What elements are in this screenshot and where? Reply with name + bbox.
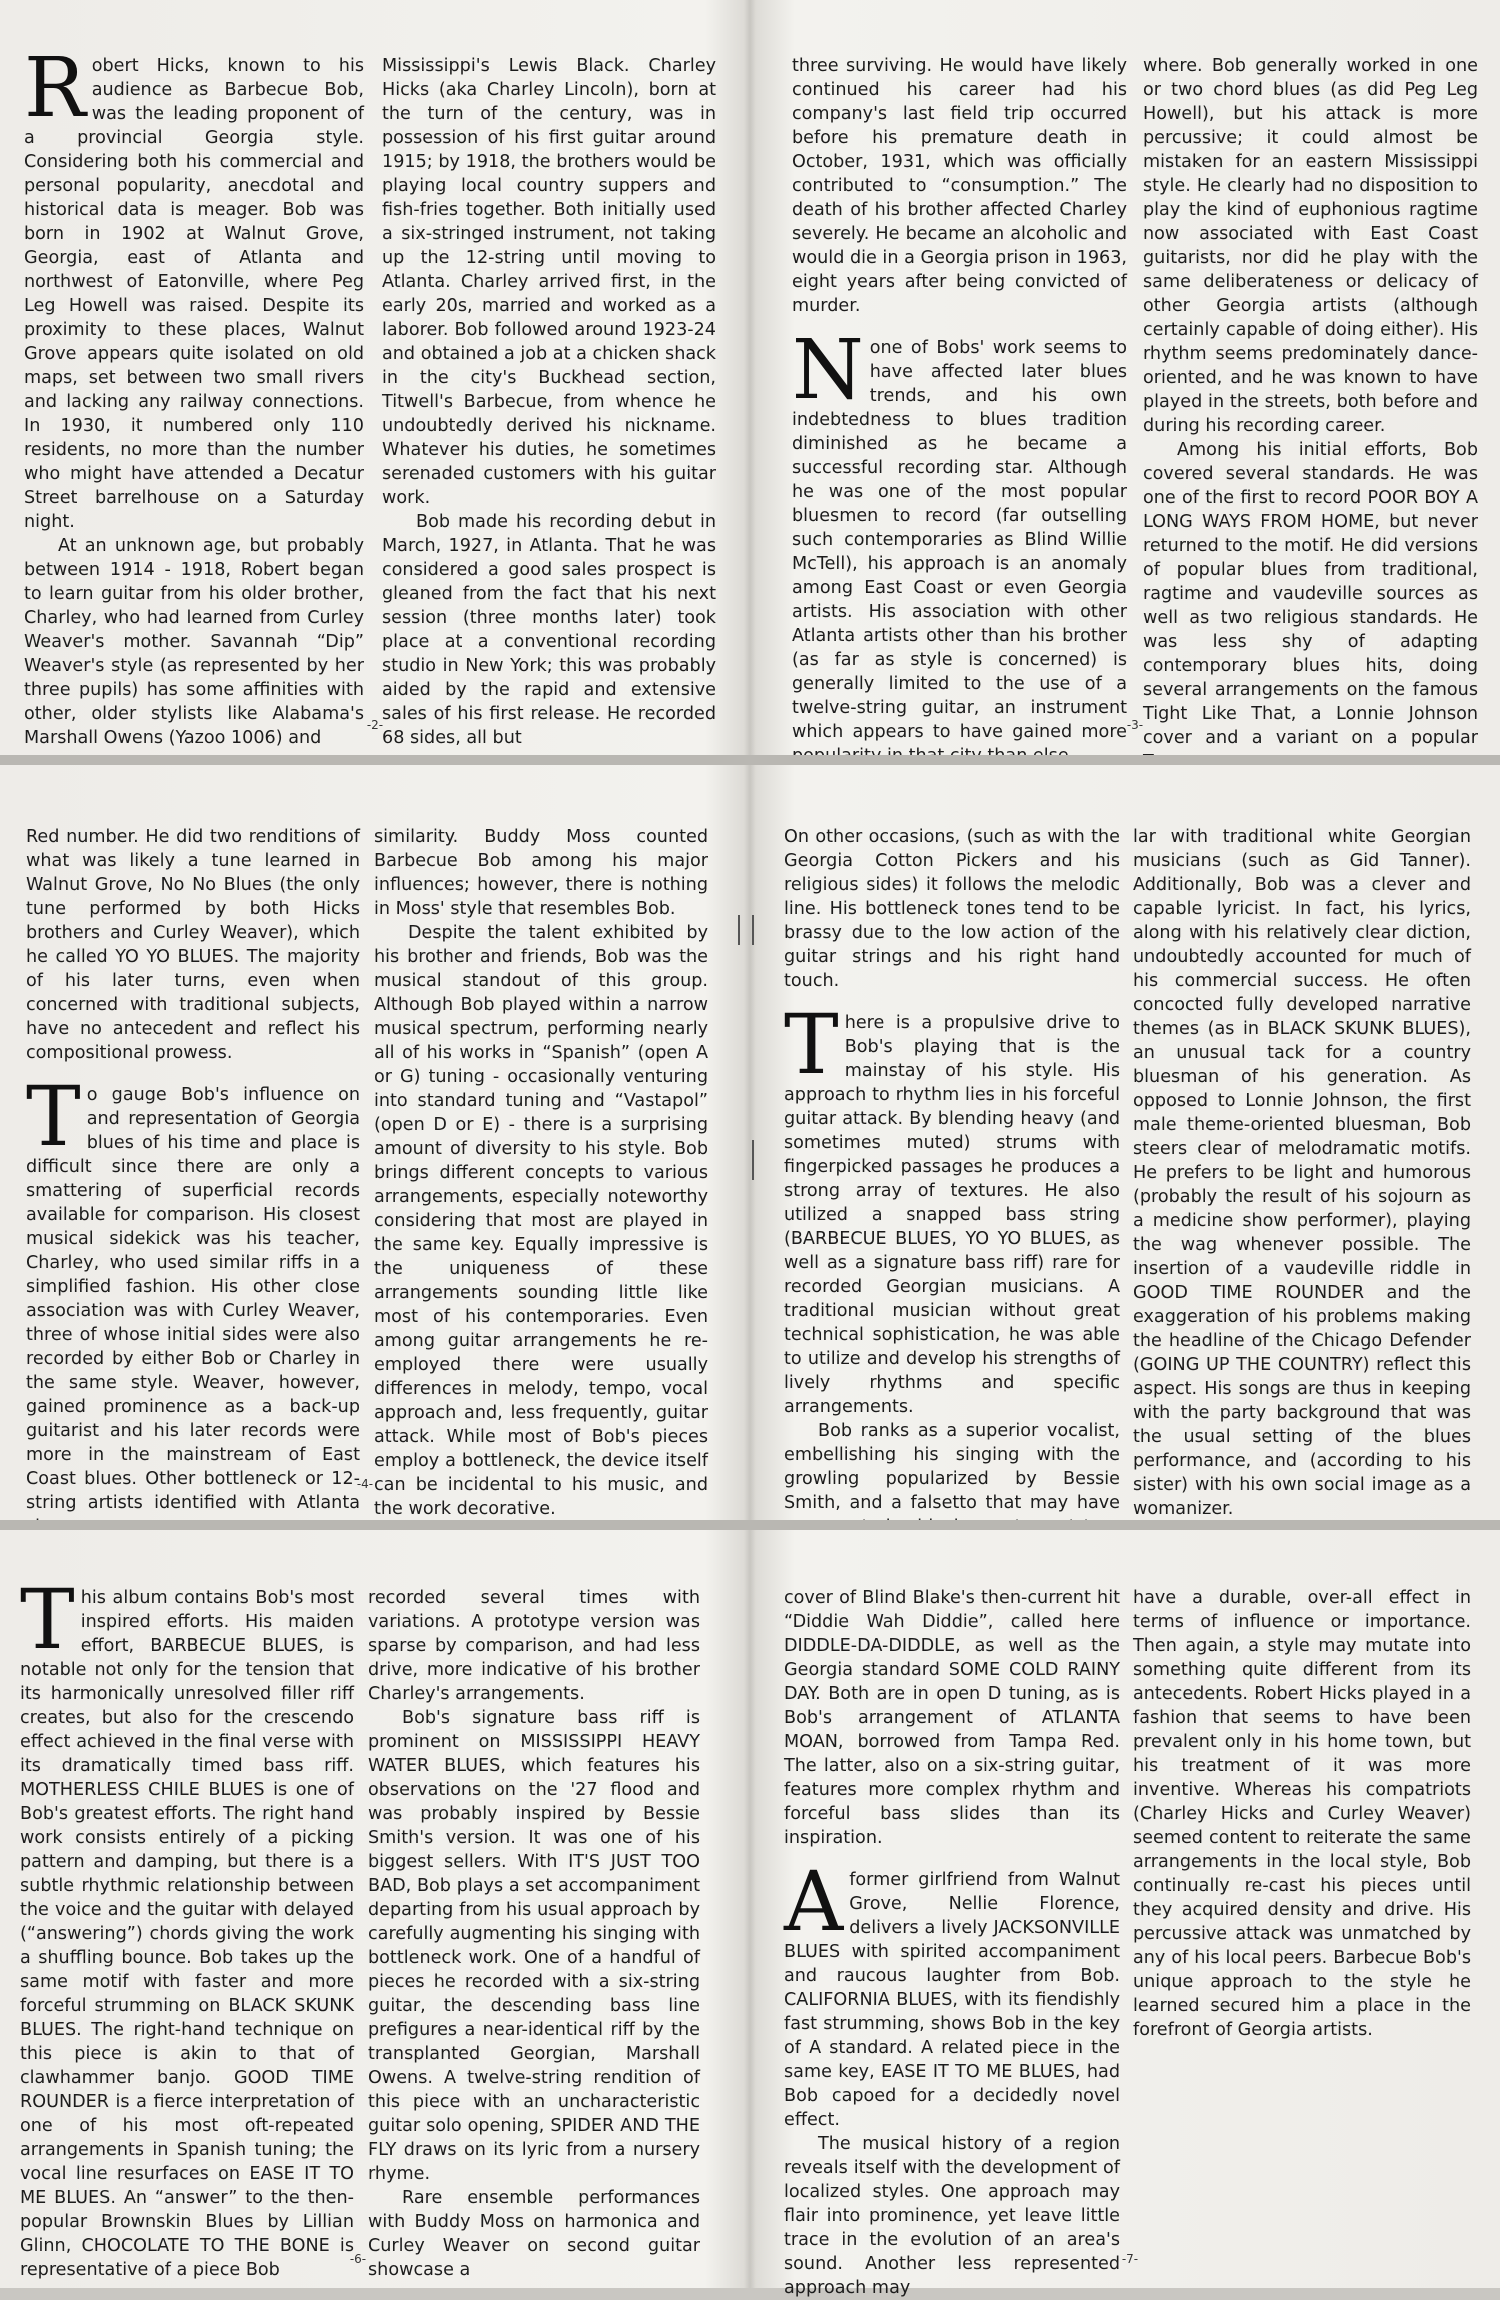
- paragraph: To gauge Bob's influence on and representation of Georgia blues of his time and place is difficult since there are only a smattering of superficial records available for comparison. His closest musical sidekick was his teacher, Charley, who used similar riffs in a simplified fashion. His other close association was with Curley Weaver, three of whose initial sides were also recorded by either Bob or Charley in the same style. Weaver, however, gained prominence as a back-up guitarist and his later records were more in the mainstream of East Coast blues. Other bottleneck or 12-string artists identified with Atlanta: [26, 1070, 360, 1513]
- page-5: [750, 765, 1500, 1520]
- page-6-column-2: [368, 1586, 700, 2282]
- page-2-column-1: [24, 41, 364, 750]
- page-3: [750, 0, 1500, 755]
- page-4: [0, 765, 750, 1520]
- page-number: -4-: [356, 1477, 374, 1491]
- page-6: [0, 1530, 750, 2288]
- booklet-spread-2: [0, 765, 1500, 1520]
- paragraph: Bob ranks as a superior vocalist, embellishing his singing with the growling popularized by Bessie Smith, and a falsetto that may have: [784, 1421, 1120, 1513]
- page-7: [750, 1530, 1500, 2298]
- page-5-column-2: [1133, 825, 1471, 1521]
- paragraph: Robert Hicks, known to his audience as Barbecue Bob, was the leading proponent of a provincial Georgia style. Considering both his commercial and personal popularity, anecdotal and historical data is meager. Bob was born in 1902 at Walnut Grove, Georgia, east of Atlanta and northwest of Eatonville, where Peg Leg Howell was raised. Despite its proximity to these places, Walnut Grove appears quite isolated on old maps, set between two small rivers and lacking any railway connections. In 1930, it numbered only 110 residents, no more than the number who might have attended a Decatur Street barrelhouse on a Saturday night.: [24, 41, 364, 532]
- margin-mark: [738, 915, 740, 945]
- paragraph: Bob's signature bass riff is prominent on MISSISSIPPI HEAVY WATER BLUES, which features his observations on the '27 flood and was probably inspired by Bessie Smith's version. It was one of his biggest sellers. With IT'S JUST TOO BAD, Bob plays a set accompaniment departing from his usual approach by carefully augmenting his singing with bottleneck work. One of a handful of pieces he recorded with a six-string guitar, the descending bass line prefigures a near-identical riff by the transplanted Georgian, Marshall Owens. A twelve-string rendition of this piece with an uncharacteristic guitar solo opening, SPIDER AND THE FLY draws on its lyric from a nursery rhyme.: [368, 1708, 700, 2184]
- page-2: [0, 0, 750, 755]
- page-number: -7-: [1121, 2252, 1139, 2266]
- drop-cap: T: [784, 998, 839, 1093]
- page-3-column-1: [792, 54, 1127, 768]
- drop-cap: R: [24, 41, 86, 136]
- page-6-column-1: [20, 1573, 354, 2282]
- paragraph: Aformer girlfriend from Walnut Grove, Nellie Florence, delivers a lively JACKSONVILLE BLUES with spirited accompaniment and raucous laughter from Bob. CALIFORNIA BLUES, with its fiendishly fast strumming, shows Bob in the key of A standard. A related piece in the same key, EASE IT TO ME BLUES, had Bob capoed for a decidedly novel effect.: [784, 1855, 1120, 2130]
- paragraph: Rare ensemble performances with Buddy Moss on harmonica and Curley Weaver on second guitar showcase a: [368, 2188, 700, 2280]
- paragraph: cover of Blind Blake's then-current hit “Diddie Wah Diddie”, called here DIDDLE-DA-DIDDLE, as well as the Georgia standard SOME COLD RAINY DAY. Both are in open D tuning, as is Bob's arrangement of ATLANTA MOAN, borrowed from Tampa Red. The latter, also on a six-string guitar, features more complex rhythm and forceful bass slides than its inspiration.: [784, 1588, 1120, 1848]
- paragraph: Red number. He did two renditions of what was likely a tune learned in Walnut Grove, No No Blues (the only tune performed by both Hicks brothers and Curley Weaver), which he called YO YO BLUES. The majority of his later turns, even when concerned with traditional subjects, have no antecedent and reflect his compositional prowess.: [26, 827, 360, 1063]
- drop-cap: A: [784, 1855, 844, 1950]
- paragraph: Mississippi's Lewis Black. Charley Hicks (aka Charley Lincoln), born at the turn of the century, was in possession of his first guitar around 1915; by 1918, the brothers would be playing local country suppers and fish-fries together. Both initially used a six-stringed instrument, not taking up the 12-string until moving to Atlanta. Charley arrived first, in the early 20s, married and worked as a laborer. Bob followed around 1923-24 and obtained a job at a chicken shack in the city's Buckhead section, Titwell's Barbecue, from whence he undoubtedly derived his nickname. Whatever his duties, he sometimes serenaded customers with his guitar work.: [382, 56, 716, 508]
- paragraph: where. Bob generally worked in one or two chord blues (as did Peg Leg Howell), but his attack is more percussive; it could almost be mistaken for an eastern Mississippi style. He clearly had no disposition to play the kind of euphonious ragtime now associated with East Coast guitarists, nor did he play with the same deliberateness or delicacy of other Georgia artists (although certainly capable of doing either). His rhythm seems predominately dance-oriented, and he was known to have played in the streets, both before and during his recording career.: [1143, 56, 1478, 436]
- page-4-column-1: [26, 825, 360, 1539]
- paragraph: lar with traditional white Georgian musicians (such as Gid Tanner). Additionally, Bob was a clever and capable lyricist. In fact, his lyrics, along with his relatively clear diction, undoubtedly accounted for much of his commercial success. He often concocted fully developed narrative themes (as in BLACK SKUNK BLUES), an unusual tack for a country bluesman of his generation. As opposed to Lonnie Johnson, the first male theme-oriented bluesman, Bob steers clear of melodramatic motifs. He prefers to be light and humorous (probably the result of his sojourn as a medicine show performer), playing the wag whenever possible. The insertion of a vaudeville riddle in GOOD TIME ROUNDER and the exaggeration of his problems making the headline of the Chicago Defender (GOING UP THE COUNTRY) reflect this aspect. His songs are thus in keeping with the party background that was the usual setting of the blues performance, and (according to his sister) with his own social image as a womanizer.: [1133, 827, 1471, 1519]
- margin-mark: [752, 915, 754, 945]
- paragraph: have a durable, over-all effect in terms of influence or importance. Then again, a style may mutate into something quite different from its antecedents. Robert Hicks played in a fashion that seems to have been prevalent only in his home town, but his treatment of it was more inventive. Whereas his compatriots (Charley Hicks and Curley Weaver) seemed content to reiterate the same arrangements in the local style, Bob continually re-cast his pieces until they acquired density and drive. His percussive attack was unmatched by any of his local peers. Barbecue Bob's unique approach to the style he learned secured him a place in the forefront of Georgia artists.: [1133, 1588, 1471, 2040]
- page-number: -3-: [1126, 718, 1144, 732]
- booklet-spread-3: [0, 1530, 1500, 2298]
- page-3-column-2: [1143, 54, 1478, 774]
- page-4-column-2: [374, 825, 708, 1521]
- page-2-column-2: [382, 54, 716, 750]
- paragraph: Bob made his recording debut in March, 1927, in Atlanta. That he was considered a good sales prospect is gleaned from the fact that his next session (three months later) took place at a conventional recording studio in New York; this was probably aided by the rapid and extensive sales of his first release. He recorded 68 sides, all but: [382, 512, 716, 748]
- paragraph: Among his initial efforts, Bob covered several standards. He was one of the first to record POOR BOY A LONG WAYS FROM HOME, but never returned to the motif. He did versions of popular blues from traditional, ragtime and vaudeville sources as well as two religious standards. He was less shy of adapting contemporary blues hits, doing several arrangements on the famous Tight Like That, a Lonnie Johnson cover and a variant on a popular: [1143, 440, 1478, 748]
- paragraph: three surviving. He would have likely continued his career had his company's last field trip occurred before his premature death in October, 1931, which was officially contributed to “consumption.” The death of his brother affected Charley severely. He became an alcoholic and would die in a Georgia prison in 1963, eight years after being convicted of murder.: [792, 56, 1127, 316]
- paragraph: At an unknown age, but probably between 1914 - 1918, Robert began to learn guitar from his older brother, Charley, who had learned from Curley Weaver's mother. Savannah “Dip” Weaver's style (as represented by her three pupils) has some affinities with other, older stylists like Alabama's Marshall Owens (Yazoo 1006) and: [24, 536, 364, 748]
- booklet-spread-1: [0, 0, 1500, 755]
- paragraph: There is a propulsive drive to Bob's playing that is the mainstay of his style. His approach to rhythm lies in his forceful guitar attack. By blending heavy (and sometimes muted) strums with fingerpicked passages he produces a strong array of textures. He also utilized a snapped bass string (BARBECUE BLUES, YO YO BLUES, as well as a signature bass riff) rare for recorded Georgian musicians. A traditional musician without great technical sophistication, he was able to utilize and develop his strengths of lively rhythms and specific arrangements.: [784, 998, 1120, 1417]
- drop-cap: N: [792, 323, 864, 418]
- margin-mark: [752, 1140, 754, 1180]
- drop-cap: T: [26, 1070, 81, 1165]
- page-7-column-2: [1133, 1586, 1471, 2042]
- page-number: -2-: [366, 718, 384, 732]
- page-7-column-1: [784, 1586, 1120, 2300]
- paragraph: Despite the talent exhibited by his brother and friends, Bob was the musical standout of this group. Although Bob played within a narrow musical spectrum, performing nearly all of his works in “Spanish” (open A or G) tuning - occasionally venturing into standard tuning and “Vastapol” (open D or E) - there is a surprising amount of diversity to his style. Bob brings different concepts to various arrangements, especially noteworthy considering that most are played in the same key. Equally impressive is the uniqueness of these arrangements sounding little like most of his contemporaries. Even among guitar arrangements he re-employed there were usually differences in melody, tempo, vocal approach and, less frequently, guitar attack. While most of Bob's pieces employ a bottleneck, the device itself can be incidental to his music, and the work decorative.: [374, 923, 708, 1519]
- paragraph: On other occasions, (such as with the Georgia Cotton Pickers and his religious sides) it follows the melodic line. His bottleneck tones tend to be brassy due to the low action of the guitar strings and his right hand touch.: [784, 827, 1120, 991]
- page-5-column-1: [784, 825, 1120, 1563]
- drop-cap: T: [20, 1573, 75, 1668]
- paragraph: This album contains Bob's most inspired efforts. His maiden effort, BARBECUE BLUES, is notable not only for the tension that its harmonically unresolved filler riff creates, but also for the crescendo effect achieved in the final verse with its dramatically timed bass riff. MOTHERLESS CHILE BLUES is one of Bob's greatest efforts. The right hand work consists entirely of a picking pattern and damping, but there is a subtle rhythmic relationship between the voice and the guitar with delayed (“answering”) chords giving the work a shuffling bounce. Bob takes up the same motif with faster and more forceful strumming on BLACK SKUNK BLUES. The right-hand technique on this piece is akin to that of clawhammer banjo. GOOD TIME ROUNDER is a fierce interpretation of one of his most oft-repeated arrangements in Spanish tuning; the vocal line resurfaces on EASE IT TO ME BLUES. An “answer” to the then-popular Brownskin Blues by Lillian Glinn, CHOCOLATE TO THE BONE is representative of a piece Bob: [20, 1573, 354, 2280]
- page-number: -6-: [349, 2252, 367, 2266]
- paragraph: similarity. Buddy Moss counted Barbecue Bob among his major influences; however, there is nothing in Moss' style that resembles Bob.: [374, 827, 708, 919]
- paragraph: None of Bobs' work seems to have affected later blues trends, and his own indebtedness to blues tradition diminished as he became a successful recording star. Although he was one of the most popular bluesmen to record (far outselling such contemporaries as Blind Willie McTell), his approach is an anomaly among East Coast or even Georgia artists. His association with other Atlanta artists other than his brother (as far as style is concerned) is generally limited to the use of a twelve-string guitar, an instrument which appears to have gained more: [792, 323, 1127, 742]
- paragraph: The musical history of a region reveals itself with the development of localized styles. One approach may flair into prominence, yet leave little trace in the evolution of an area's sound. Another less represented approach may: [784, 2134, 1120, 2298]
- paragraph: recorded several times with variations. A prototype version was sparse by comparison, and had less drive, more indicative of his brother Charley's arrangements.: [368, 1588, 700, 1704]
